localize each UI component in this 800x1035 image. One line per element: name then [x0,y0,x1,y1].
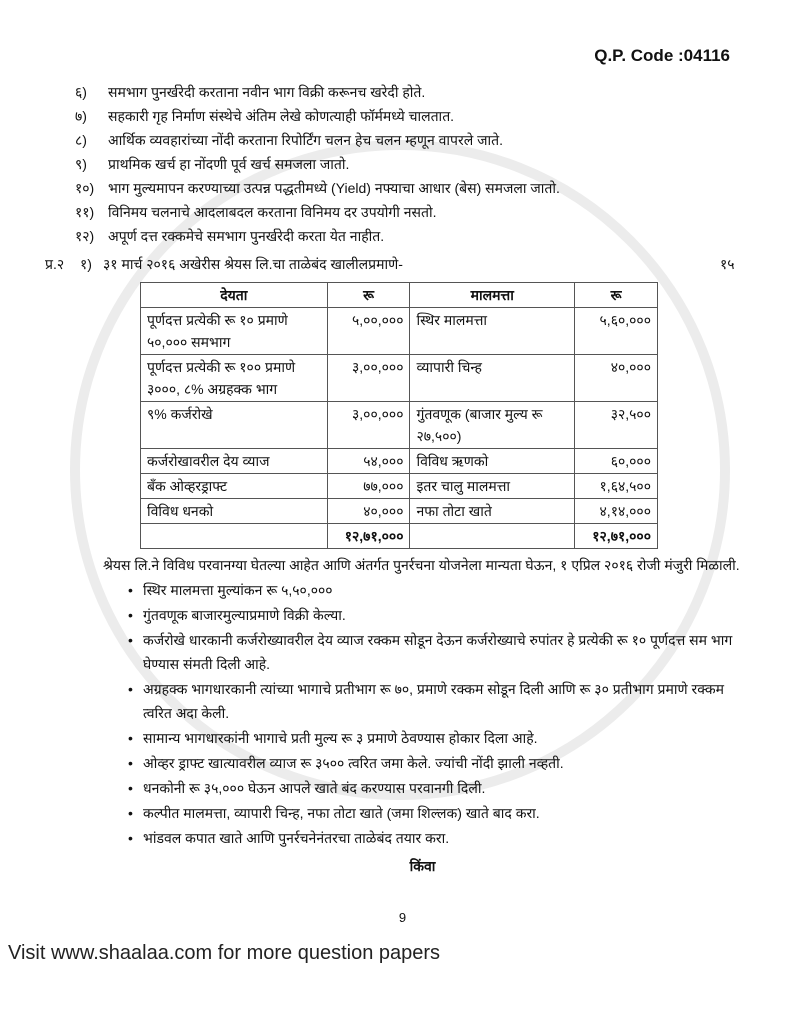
table-header-cell: रू [575,283,658,308]
table-row [141,355,658,402]
statement-text: विनिमय चलनाचे आदलाबदल करताना विनिमय दर उपयोगी नसतो. [108,204,437,220]
table-cell: पूर्णदत्त प्रत्येकी रू १० प्रमाणे ५०,००० समभाग [141,308,328,355]
qp-code: Q.P. Code :04116 [594,46,730,65]
footer-link[interactable]: Visit www.shaalaa.com for more question papers [8,942,441,964]
table-row [141,499,658,524]
table-cell: १,६४,५०० [575,474,658,499]
table-total-row [141,524,658,549]
bullet-text: कर्जरोखे धारकानी कर्जरोख्यावरील देय व्याज रक्कम सोडून देऊन कर्जरोख्याचे रुपांतर हे प्रत्येकी रू १० पूर्णदत्त सम भाग घेण्यास संमती दिली आहे. [143,632,733,672]
table-row [141,402,658,449]
statement-item [45,200,760,224]
table-cell: ३२,५०० [575,402,658,449]
bullet-text: गुंतवणूक बाजारमुल्याप्रमाणे विक्री केल्या. [143,607,346,623]
statement-number: १२) [75,228,95,244]
table-cell: ७७,००० [327,474,410,499]
table-cell: कर्जरोखावरील देय व्याज [141,449,328,474]
question-sub: १) [80,256,92,272]
question-text: ३१ मार्च २०१६ अखेरीस श्रेयस लि.चा ताळेबंद खालीलप्रमाणे- [103,256,403,272]
table-cell: व्यापारी चिन्ह [410,355,575,402]
statement-text: भाग मुल्यमापन करण्याच्या उत्पन्न पद्धतीमध्ये (Yield) नफ्याचा आधार (बेस) समजला जातो. [108,180,560,196]
bullet-icon: • [128,755,133,771]
bullet-icon: • [128,805,133,821]
bullet-item [128,826,760,850]
table-cell: विविध ऋणको [410,449,575,474]
statement-number: ७) [75,108,87,124]
statement-number: ८) [75,132,87,148]
table-cell: ५,६०,००० [575,308,658,355]
bullet-icon: • [128,830,133,846]
page-number: 9 [398,910,407,925]
table-cell: ५,००,००० [327,308,410,355]
paragraph: श्रेयस लि.ने विविध परवानग्या घेतल्या आहेत आणि अंतर्गत पुनर्रचना योजनेला मान्यता घेऊन, १ एप्रिल २०१६ रोजी मंजुरी मिळाली. [103,557,740,573]
statement-number: ९) [75,156,87,172]
bullet-icon: • [128,780,133,796]
statement-text: सहकारी गृह निर्माण संस्थेचे अंतिम लेखे कोणत्याही फॉर्ममध्ये चालतात. [108,108,455,124]
statement-text: प्राथमिक खर्च हा नोंदणी पूर्व खर्च समजला जातो. [108,156,350,172]
question-marks: १५ [720,256,735,272]
bullet-icon: • [128,730,133,746]
table-cell: ६०,००० [575,449,658,474]
bullet-text: ओव्हर ड्राफ्ट खात्यावरील व्याज रू ३५०० त्वरित जमा केले. ज्यांची नोंदी झाली नव्हती. [143,755,564,771]
table-cell: बँक ओव्हरड्राफ्ट [141,474,328,499]
bullet-item [128,603,760,627]
table-cell: नफा तोटा खाते [410,499,575,524]
statement-item [45,104,760,128]
statement-text: समभाग पुनर्खरेदी करताना नवीन भाग विक्री करूनच खरेदी होते. [108,84,426,100]
statement-list [45,80,760,248]
table-total-cell: १२,७१,००० [575,524,658,549]
table-total-cell [410,524,575,549]
table-row [141,474,658,499]
table-cell: ४०,००० [575,355,658,402]
table-cell: इतर चालु मालमत्ता [410,474,575,499]
statement-text: आर्थिक व्यवहारांच्या नोंदी करताना रिपोर्टिंग चलन हेच चलन म्हणून वापरले जाते. [108,132,503,148]
table-cell: विविध धनको [141,499,328,524]
table-cell: ४०,००० [327,499,410,524]
statement-number: ६) [75,84,87,100]
table-row [141,449,658,474]
bullet-item [128,628,760,676]
bullet-text: धनकोनी रू ३५,००० घेऊन आपले खाते बंद करण्यास परवानगी दिली. [143,780,486,796]
bullet-icon: • [128,582,133,598]
table-cell: स्थिर मालमत्ता [410,308,575,355]
table-total-cell: १२,७१,००० [327,524,410,549]
bullet-text: सामान्य भागधारकांनी भागाचे प्रती मुल्य रू ३ प्रमाणे ठेवण्यास होकार दिला आहे. [143,730,538,746]
statement-item [45,80,760,104]
table-cell: ३,००,००० [327,355,410,402]
statement-number: १०) [75,180,95,196]
table-cell: गुंतवणूक (बाजार मुल्य रू २७,५००) [410,402,575,449]
table-cell: पूर्णदत्त प्रत्येकी रू १०० प्रमाणे ३०००, ८% अग्रहक्क भाग [141,355,328,402]
bullet-icon: • [128,632,133,648]
bullet-item [128,726,760,750]
statement-text: अपूर्ण दत्त रक्कमेचे समभाग पुनर्खरेदी करता येत नाहीत. [108,228,385,244]
table-cell: ४,१४,००० [575,499,658,524]
table-header-cell: रू [327,283,410,308]
table-row [141,308,658,355]
balance-sheet-table [140,282,658,549]
table-header-row [141,283,658,308]
table-cell: ३,००,००० [327,402,410,449]
table-header-cell: देयता [141,283,328,308]
question-label: प्र.२ [45,256,65,272]
bullet-text: कल्पीत मालमत्ता, व्यापारी चिन्ह, नफा तोटा खाते (जमा शिल्लक) खाते बाद करा. [143,805,540,821]
table-cell: ९% कर्जरोखे [141,402,328,449]
bullet-item [128,677,760,725]
statement-item [45,128,760,152]
statement-item [45,224,760,248]
bullet-list [45,578,760,850]
bullet-item [128,751,760,775]
table-header-cell: मालमत्ता [410,283,575,308]
bullet-text: स्थिर मालमत्ता मुल्यांकन रू ५,५०,००० [143,582,333,598]
bullet-text: भांडवल कपात खाते आणि पुनर्रचनेनंतरचा ताळेबंद तयार करा. [143,830,450,846]
table-total-cell [141,524,328,549]
bullet-item [128,776,760,800]
or-label: किंवा [409,858,436,874]
table-cell: ५४,००० [327,449,410,474]
bullet-text: अग्रहक्क भागधारकानी त्यांच्या भागाचे प्रतीभाग रू ७०, प्रमाणे रक्कम सोडून दिली आणि रू ३० प्रतीभाग प्रमाणे रक्कम त्वरित अदा केली. [143,681,725,721]
bullet-item [128,801,760,825]
statement-item [45,176,760,200]
bullet-icon: • [128,681,133,697]
statement-number: ११) [75,204,95,220]
bullet-item [128,578,760,602]
question-line [45,252,760,276]
statement-item [45,152,760,176]
bullet-icon: • [128,607,133,623]
